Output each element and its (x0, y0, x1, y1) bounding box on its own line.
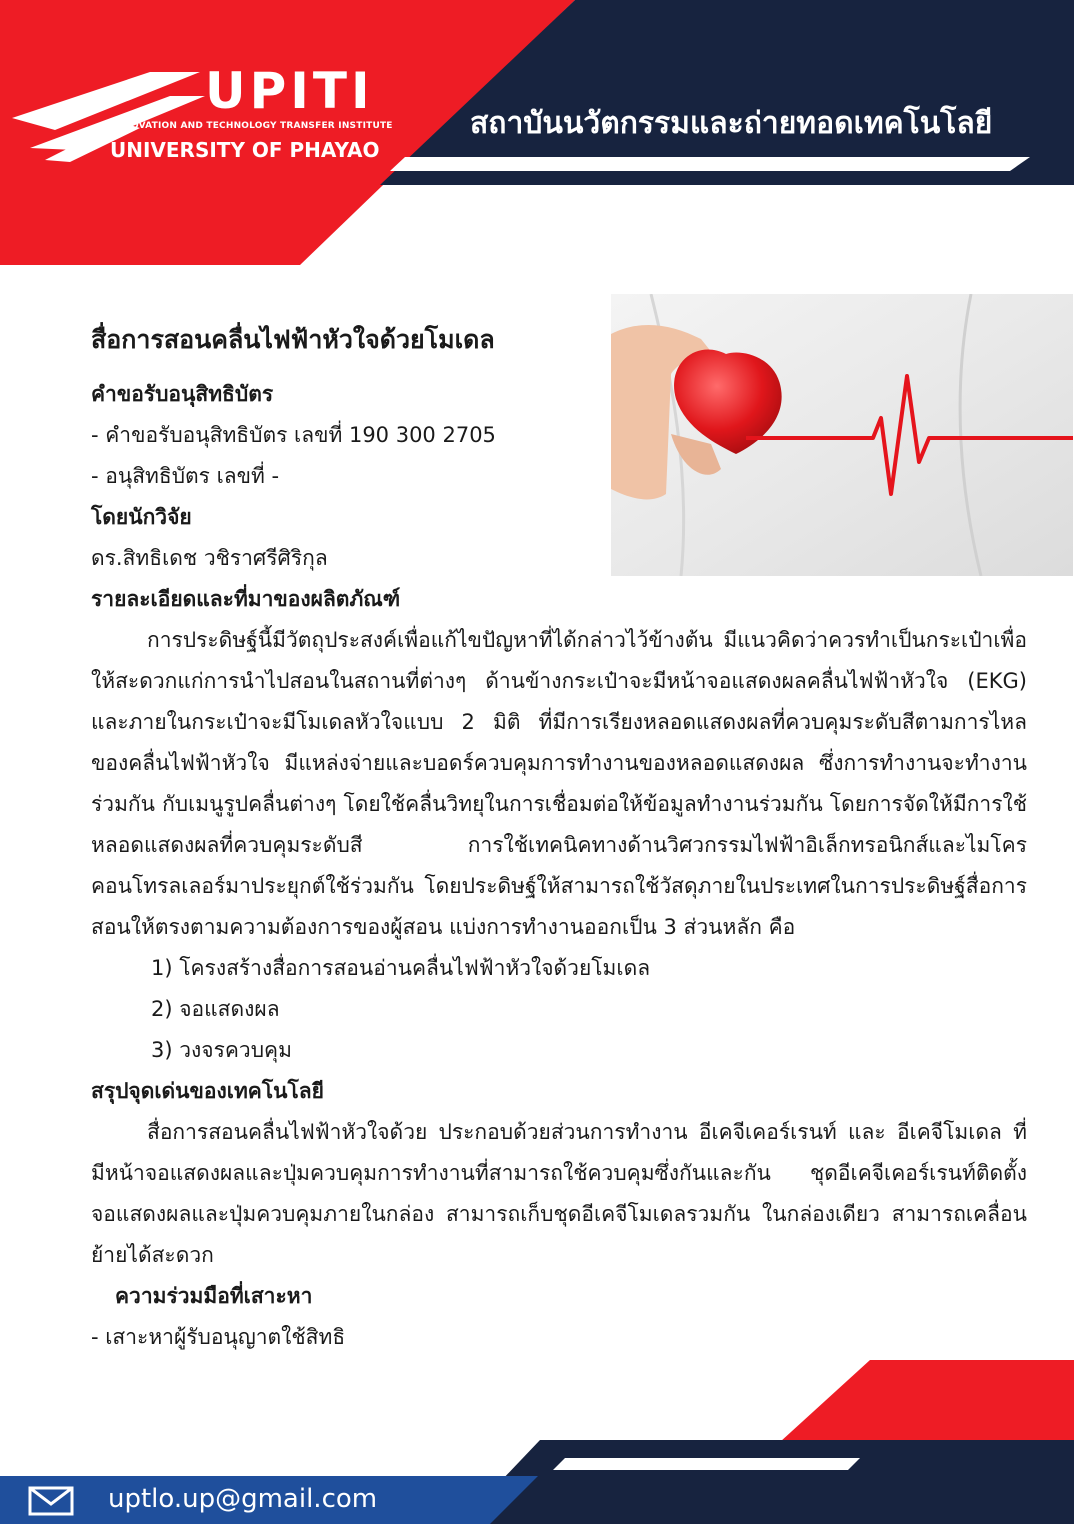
patent-heading: คำขอรับอนุสิทธิบัตร (91, 382, 274, 406)
logo-subtitle: INNOVATION AND TECHNOLOGY TRANSFER INSTITUTE (112, 121, 393, 131)
footer-navy-shape (460, 1440, 1074, 1524)
document-title: สื่อการสอนคลื่นไฟฟ้าหัวใจด้วยโมเดล (91, 325, 495, 354)
part-item: 1) โครงสร้างสื่อการสอนอ่านคลื่นไฟฟ้าหัวใจด้วยโมเดล (151, 956, 651, 980)
document-body (91, 320, 1027, 1358)
header-white-stripe (390, 157, 1030, 171)
collab-line: - เสาะหาผู้รับอนุญาตใช้สิทธิ (91, 1325, 346, 1349)
collab-heading: ความร่วมมือที่เสาะหา (115, 1284, 313, 1308)
researcher-name: ดร.สิทธิเดช วชิราศรีศิริกุล (91, 546, 328, 570)
logo-university: UNIVERSITY OF PHAYAO (110, 138, 380, 162)
patent-line: - คำขอรับอนุสิทธิบัตร เลขที่ 190 300 2705 (91, 423, 496, 447)
institute-name: สถาบันนวัตกรรมและถ่ายทอดเทคโนโลยี (470, 106, 993, 141)
part-item: 2) จอแสดงผล (151, 997, 280, 1021)
mail-icon (28, 1486, 74, 1516)
logo-wordmark: UPITI (205, 62, 374, 120)
part-item: 3) วงจรควบคุม (151, 1038, 292, 1062)
footer-white-stripe (553, 1458, 860, 1470)
highlights-paragraph: สื่อการสอนคลื่นไฟฟ้าหัวใจด้วย ประกอบด้วยส่วนการทำงาน อีเคจีเคอร์เรนท์ และ อีเคจีโมเดล ที่มีหน้าจอแสดงผลและปุ่มควบคุมการทำงานที่สามารถใช้ควบคุมซึ่งกันและกัน ชุดอีเคจีเคอร์เรนท์ติดตั้งจอแสดงผลและปุ่มควบคุมภายในกล่อง สามารถเก็บชุดอีเคจีโมเดลรวมกัน ในกล่องเดียว สามารถเคลื่อนย้ายได้สะดวก (91, 1120, 1027, 1267)
researcher-heading: โดยนักวิจัย (91, 505, 192, 529)
patent-line: - อนุสิทธิบัตร เลขที่ - (91, 464, 280, 488)
contact-email[interactable]: uptlo.up@gmail.com (108, 1484, 378, 1514)
details-paragraph: การประดิษฐ์นี้มีวัตถุประสงค์เพื่อแก้ไขปัญหาที่ได้กล่าวไว้ข้างต้น มีแนวคิดว่าควรทำเป็นกระเป๋าเพื่อให้สะดวกแก่การนำไปสอนในสถานที่ต่างๆ ด้านข้างกระเป๋าจะมีหน้าจอแสดงผลคลื่นไฟฟ้าหัวใจ (EKG) และภายในกระเป๋าจะมีโมเดลหัวใจแบบ 2 มิติ ที่มีการเรียงหลอดแสดงผลที่ควบคุมระดับสีตามการไหลของคลื่นไฟฟ้าหัวใจ มีแหล่งจ่ายและบอดร์ควบคุมการทำงานของหลอดแสดงผล ซึ่งการทำงานจะทำงานร่วมกัน กับเมนูรูปคลื่นต่างๆ โดยใช้คลื่นวิทยุในการเชื่อมต่อให้ข้อมูลทำงานร่วมกัน โดยการจัดให้มีการใช้หลอดแสดงผลที่ควบคุมระดับสี การใช้เทคนิคทางด้านวิศวกรรมไฟฟ้าอิเล็กทรอนิกส์และไมโครคอนโทรลเลอร์มาประยุกต์ใช้ร่วมกัน โดยประดิษฐ์ให้สามารถใช้วัสดุภายในประเทศในการประดิษฐ์สื่อการสอนให้ตรงตามความต้องการของผู้สอน แบ่งการทำงานออกเป็น 3 ส่วนหลัก คือ (91, 628, 1027, 939)
details-heading: รายละเอียดและที่มาของผลิตภัณฑ์ (91, 587, 401, 611)
highlights-heading: สรุปจุดเด่นของเทคโนโลยี (91, 1079, 324, 1103)
